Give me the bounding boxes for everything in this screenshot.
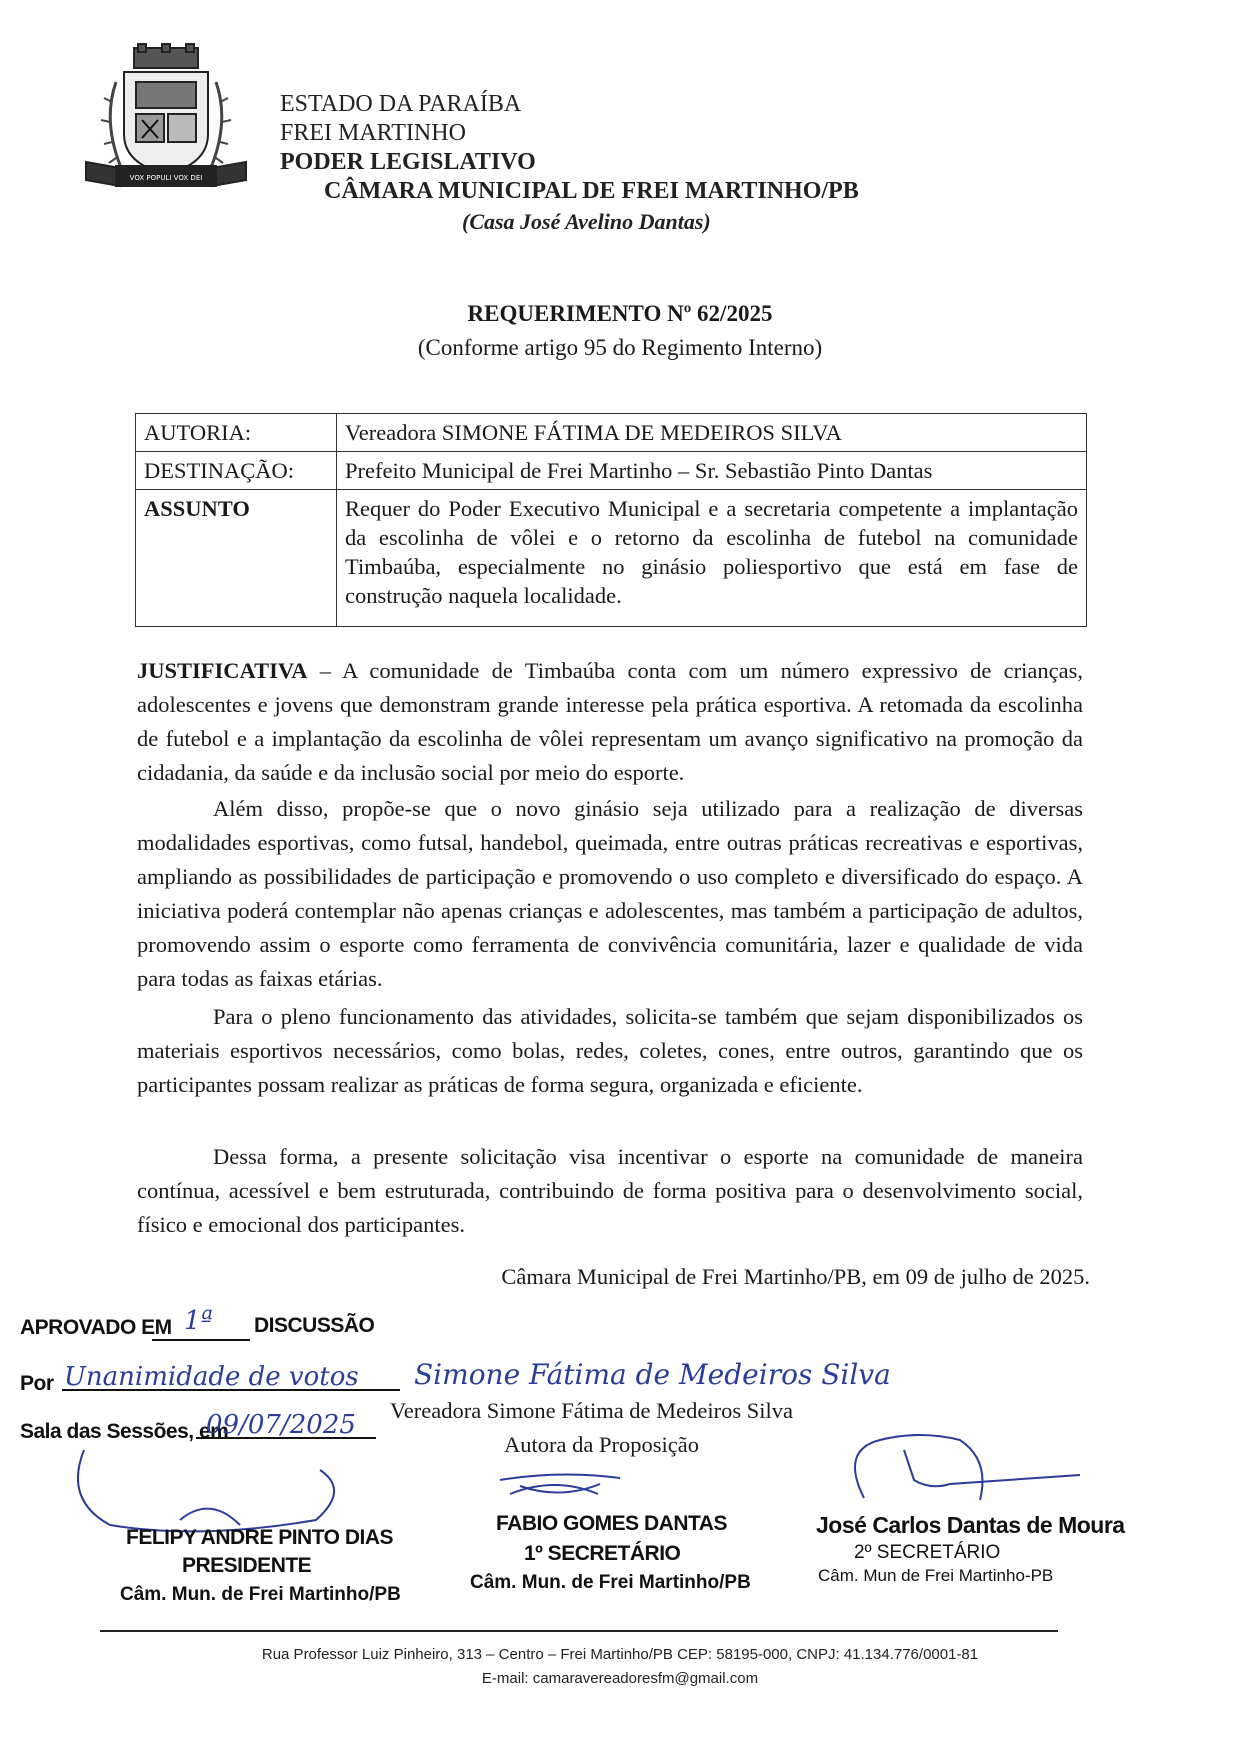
- stamp-by-value: Unanimidade de votos: [64, 1362, 359, 1392]
- header-house: (Casa José Avelino Dantas): [462, 209, 711, 234]
- signature-second-secretary-org: Câm. Mun de Frei Martinho-PB: [818, 1566, 1054, 1585]
- body-paragraph-2: Além disso, propõe-se que o novo ginásio seja utilizado para a realização de diversas modalidades esportivas, como futsal, handebol, queimada, entre outras práticas recreativas e esportivas, ampliando as possibilidades de participação e promovendo o uso completo e diversificado do espaço. A iniciativa poderá contemplar não apenas crianças e adolescentes, mas também a participação de adultos, promovendo assim o esporte como ferramenta de convivência comunitária, lazer e qualidade de vida para todas as faixas etárias.: [137, 796, 1083, 991]
- signature-president-org: Câm. Mun. de Frei Martinho/PB: [120, 1584, 401, 1605]
- row-value-subject: Requer do Poder Executivo Municipal e a secretaria competente a implantação da escolinha de vôlei e o retorno da escolinha de futebol na comunidade Timbaúba, especialmente no ginásio poliesportivo que está em fase de construção naquela localidade.: [337, 490, 1087, 627]
- row-label-authorship: AUTORIA:: [136, 414, 337, 452]
- signature-second-secretary-role: 2º SECRETÁRIO: [854, 1542, 1001, 1563]
- justification-label: JUSTIFICATIVA: [137, 658, 308, 683]
- header-chamber: CÂMARA MUNICIPAL DE FREI MARTINHO/PB: [324, 178, 859, 204]
- author-role: Autora da Proposição: [504, 1432, 699, 1457]
- row-label-destination: DESTINAÇÃO:: [136, 452, 337, 490]
- signature-first-secretary-org: Câm. Mun. de Frei Martinho/PB: [470, 1572, 751, 1593]
- footer-divider: [100, 1630, 1058, 1632]
- row-value-destination: Prefeito Municipal de Frei Martinho – Sr. Sebastião Pinto Dantas: [337, 452, 1087, 490]
- stamp-approved-label: APROVADO EM: [20, 1316, 172, 1339]
- signature-president-name: FELIPY ANDRE PINTO DIAS: [126, 1526, 393, 1549]
- document-subtitle: (Conforme artigo 95 do Regimento Interno): [417, 335, 823, 360]
- signature-first-secretary-role: 1º SECRETÁRIO: [524, 1542, 681, 1565]
- stamp-session-value: 09/07/2025: [206, 1410, 356, 1440]
- header-branch: PODER LEGISLATIVO: [280, 149, 536, 175]
- header-state: ESTADO DA PARAÍBA: [280, 91, 522, 117]
- justification-text: – A comunidade de Timbaúba conta com um número expressivo de crianças, adolescentes e jovens que demonstram grande interesse pela prática esportiva. A retomada da escolinha de futebol e a implantação da escolinha de vôlei representam um avanço significativo na promoção da cidadania, da saúde e da inclusão social por meio do esporte.: [137, 658, 1083, 785]
- body-paragraph-3: Para o pleno funcionamento das atividades, solicita-se também que sejam disponibilizados os materiais esportivos necessários, como bolas, redes, coletes, cones, entre outros, garantindo que os participantes possam realizar as práticas de forma segura, organizada e eficiente.: [137, 1004, 1083, 1097]
- stamp-discussion-label: DISCUSSÃO: [254, 1314, 375, 1337]
- signature-first-secretary-name: FABIO GOMES DANTAS: [496, 1512, 727, 1535]
- body-paragraph-4: Dessa forma, a presente solicitação visa incentivar o esporte na comunidade de maneira contínua, acessível e bem estruturada, contribuindo de forma positiva para o desenvolvimento social, físico e emocional dos participantes.: [137, 1144, 1083, 1237]
- stamp-session-label: Sala das Sessões, em: [20, 1420, 229, 1443]
- signature-president-role: PRESIDENTE: [182, 1554, 312, 1577]
- stamp-approved-value: 1ª: [184, 1306, 213, 1336]
- crest-motto: VOX POPULI VOX DEI: [129, 174, 203, 182]
- header-city: FREI MARTINHO: [280, 120, 466, 146]
- footer-address: Rua Professor Luiz Pinheiro, 313 – Centro – Frei Martinho/PB CEP: 58195-000, CNPJ: 41.134.776/0001-81: [261, 1646, 979, 1663]
- stamp-by-label: Por: [20, 1372, 54, 1395]
- signature-second-secretary-name: José Carlos Dantas de Moura: [816, 1512, 1125, 1538]
- author-name: Vereadora Simone Fátima de Medeiros Silva: [390, 1398, 794, 1423]
- row-label-subject: ASSUNTO: [136, 490, 337, 627]
- author-handwritten-signature: Simone Fátima de Medeiros Silva: [414, 1358, 891, 1391]
- row-value-authorship: Vereadora SIMONE FÁTIMA DE MEDEIROS SILVA: [337, 414, 1087, 452]
- document-title: REQUERIMENTO Nº 62/2025: [467, 301, 773, 326]
- footer-email: E-mail: camaravereadoresfm@gmail.com: [481, 1670, 759, 1687]
- date-line: Câmara Municipal de Frei Martinho/PB, em 09 de julho de 2025.: [501, 1264, 1090, 1289]
